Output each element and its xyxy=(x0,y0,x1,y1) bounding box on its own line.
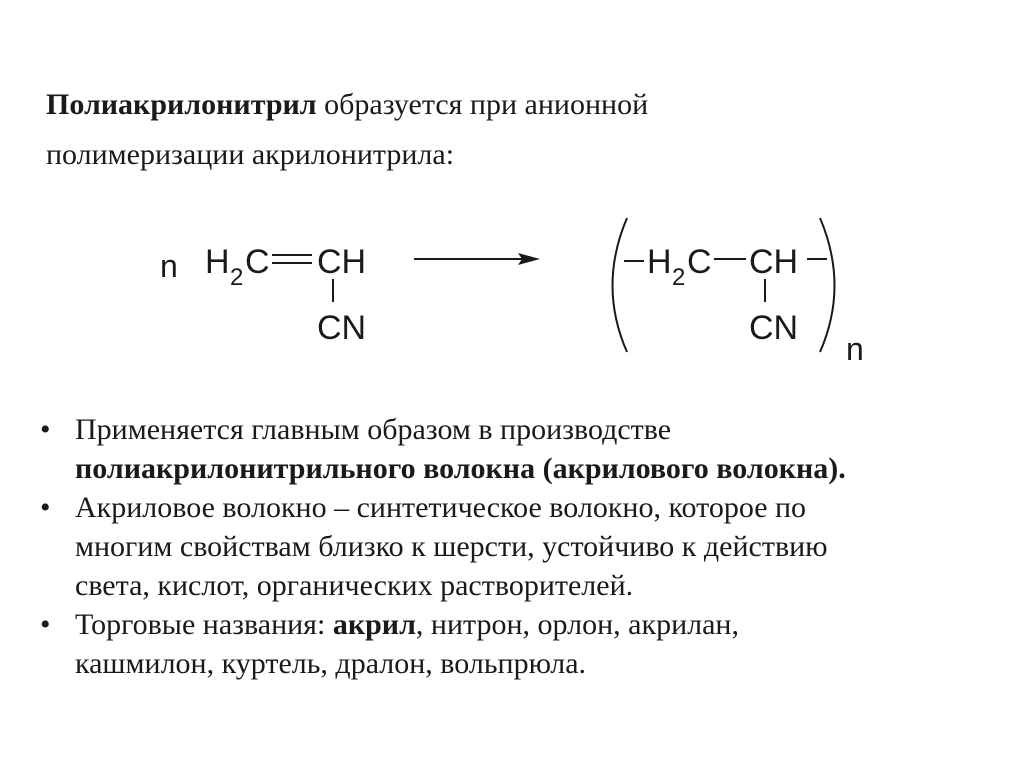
right-parenthesis xyxy=(820,218,835,352)
intro-term: Полиакрилонитрил xyxy=(46,88,317,121)
polymer-c: C xyxy=(687,243,712,281)
bullet-line: Применяется главным образом в производстве xyxy=(75,413,672,446)
intro-line-1 xyxy=(46,80,946,130)
intro-text: образуется при анионной xyxy=(316,88,649,121)
bullet-line: Акриловое волокно – синтетическое волокно, которое по xyxy=(75,491,807,524)
bullet-line: многим свойствам близко к шерсти, устойчиво к действию xyxy=(75,530,828,563)
polymer-cn: CN xyxy=(749,309,799,347)
monomer-ch: CH xyxy=(317,243,367,281)
bullet-marker: • xyxy=(40,413,51,446)
bullet-marker: • xyxy=(40,608,51,641)
monomer-h: H xyxy=(205,243,230,281)
left-parenthesis xyxy=(613,218,628,352)
polymer-ch: CH xyxy=(749,243,799,281)
intro-line-2: полимеризации акрилонитрила: xyxy=(46,138,455,171)
intro-paragraph xyxy=(46,80,946,180)
bullet-item-application xyxy=(40,410,1000,488)
polymer-subscript-n: n xyxy=(846,331,864,367)
bullet-line: Торговые названия: акрил, нитрон, орлон, акрилан, xyxy=(75,608,739,641)
monomer-c: C xyxy=(245,243,270,281)
bullet-line: кашмилон, куртель, дралон, вольпрюла. xyxy=(75,647,587,680)
trade-name-akril: акрил xyxy=(332,608,416,641)
coefficient-n: n xyxy=(160,248,178,284)
bullet-list xyxy=(40,410,1000,683)
bullet-item-description xyxy=(40,488,1000,605)
reaction-arrow-head xyxy=(518,253,540,265)
polymer-h: H xyxy=(647,243,672,281)
bullet-marker: • xyxy=(40,491,51,524)
bullet-line-bold: полиакрилонитрильного волокна (акрилового волокна). xyxy=(75,452,846,485)
bullet-line: света, кислот, органических растворителей. xyxy=(75,569,634,602)
monomer-subscript-2: 2 xyxy=(230,264,244,291)
bullet-item-trade-names xyxy=(40,605,1000,683)
polymer-subscript-2: 2 xyxy=(672,264,686,291)
monomer-cn: CN xyxy=(317,309,367,347)
